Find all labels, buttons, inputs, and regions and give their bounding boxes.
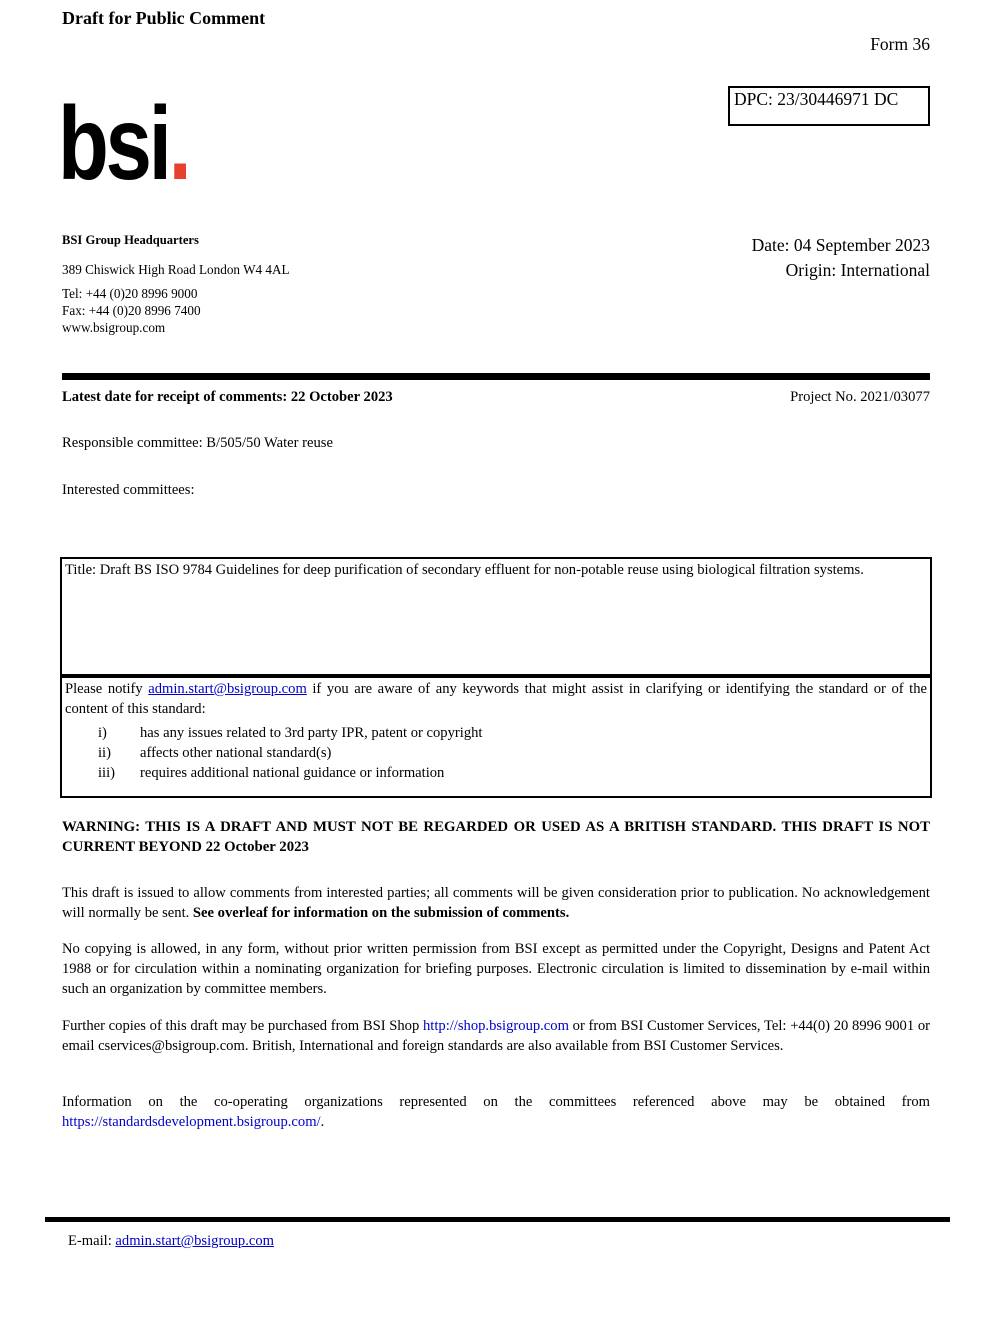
comments-deadline-row	[62, 389, 930, 406]
footer-email-label: E-mail:	[68, 1233, 116, 1249]
page-title: Draft for Public Comment	[62, 8, 266, 28]
paragraph-comments-notice	[62, 883, 930, 923]
text-segment: .	[320, 1114, 325, 1130]
notify-box	[60, 676, 932, 798]
project-number: Project No. 2021/03077	[790, 389, 930, 405]
standard-title: Title: Draft BS ISO 9784 Guidelines for deep purification of secondary effluent for non-potable reuse using biological filtration systems.	[65, 562, 864, 578]
address-street: 389 Chiswick High Road London W4 4AL	[62, 262, 290, 277]
dpc-number-box: DPC: 23/30446971 DC	[728, 86, 930, 126]
document-date: Date: 04 September 2023	[751, 235, 930, 255]
title-box	[60, 557, 932, 676]
paragraph-purchase-info	[62, 1016, 930, 1056]
bsi-shop-link[interactable]: http://shop.bsigroup.com	[423, 1018, 569, 1034]
bsi-logo	[58, 86, 189, 202]
latest-date-label: Latest date for receipt of comments: 22 October 2023	[62, 389, 393, 405]
text-segment: See overleaf for information on the submission of comments.	[192, 905, 570, 921]
text-segment: This draft is issued to allow comments from interested parties; all comments will be given consideration prior to publication. No acknowledgement will normally be sent.	[62, 885, 930, 921]
paragraph-cooperating-orgs	[62, 1092, 930, 1132]
text-segment: or from BSI Customer Services, Tel: +44(0) 20 8996 9001 or email cservices@bsigroup.com. British, International and foreign standards are also available from BSI Customer Services.	[62, 1018, 931, 1054]
footer-email-link[interactable]: admin.start@bsigroup.com	[115, 1233, 274, 1249]
address-fax: Fax: +44 (0)20 8996 7400	[62, 303, 201, 318]
interested-committees: Interested committees:	[62, 482, 195, 498]
bsi-logo-dot: .	[168, 86, 189, 202]
paragraph-copyright-notice	[62, 939, 930, 999]
responsible-committee: Responsible committee: B/505/50 Water reuse	[62, 435, 333, 451]
text-segment: No copying is allowed, in any form, without prior written permission from BSI except as permitted under the Copyright, Designs and Patent Act 1988 or for circulation within a nominating organization for briefing purposes. Electronic circulation is limited to dissemination by e-mail within such an organization by committee members.	[62, 941, 930, 997]
address-tel: Tel: +44 (0)20 8996 9000	[62, 286, 198, 301]
address-name: BSI Group Headquarters	[62, 233, 199, 247]
text-segment: Further copies of this draft may be purchased from BSI Shop	[62, 1018, 423, 1034]
warning-text: WARNING: THIS IS A DRAFT AND MUST NOT BE REGARDED OR USED AS A BRITISH STANDARD. THIS DRAFT IS NOT CURRENT BEYOND 22 October 2023	[62, 819, 930, 855]
list-item	[65, 743, 927, 763]
divider-bar-bottom	[45, 1217, 950, 1222]
address-block	[62, 232, 290, 336]
text-segment: Information on the co-operating organizations represented on the committees referenced above may be obtained from	[62, 1094, 930, 1110]
document-origin: Origin: International	[785, 260, 930, 280]
bsi-logo-text: bsi	[58, 86, 169, 202]
list-item	[65, 723, 927, 743]
standards-development-link[interactable]: https://standardsdevelopment.bsigroup.com/	[62, 1114, 321, 1130]
divider-bar-top	[62, 373, 930, 380]
notify-email-link[interactable]: admin.start@bsigroup.com	[148, 681, 307, 697]
list-item-text: has any issues related to 3rd party IPR, patent or copyright	[140, 725, 483, 741]
list-item-text: affects other national standard(s)	[140, 745, 332, 761]
list-item-label: ii)	[98, 745, 111, 761]
meta-block	[752, 233, 930, 283]
notify-intro	[65, 679, 927, 719]
notify-list	[65, 723, 927, 783]
list-item-text: requires additional national guidance or information	[140, 765, 445, 781]
list-item-label: i)	[98, 725, 107, 741]
form-number: Form 36	[870, 34, 930, 54]
text-segment: if you are aware of any keywords that might assist in clarifying or identifying the standard or of the content of this standard:	[65, 681, 927, 717]
footer-email-row	[68, 1233, 274, 1250]
list-item-label: iii)	[98, 765, 116, 781]
list-item	[65, 763, 927, 783]
text-segment: Please notify	[65, 681, 149, 697]
address-web: www.bsigroup.com	[62, 320, 166, 335]
